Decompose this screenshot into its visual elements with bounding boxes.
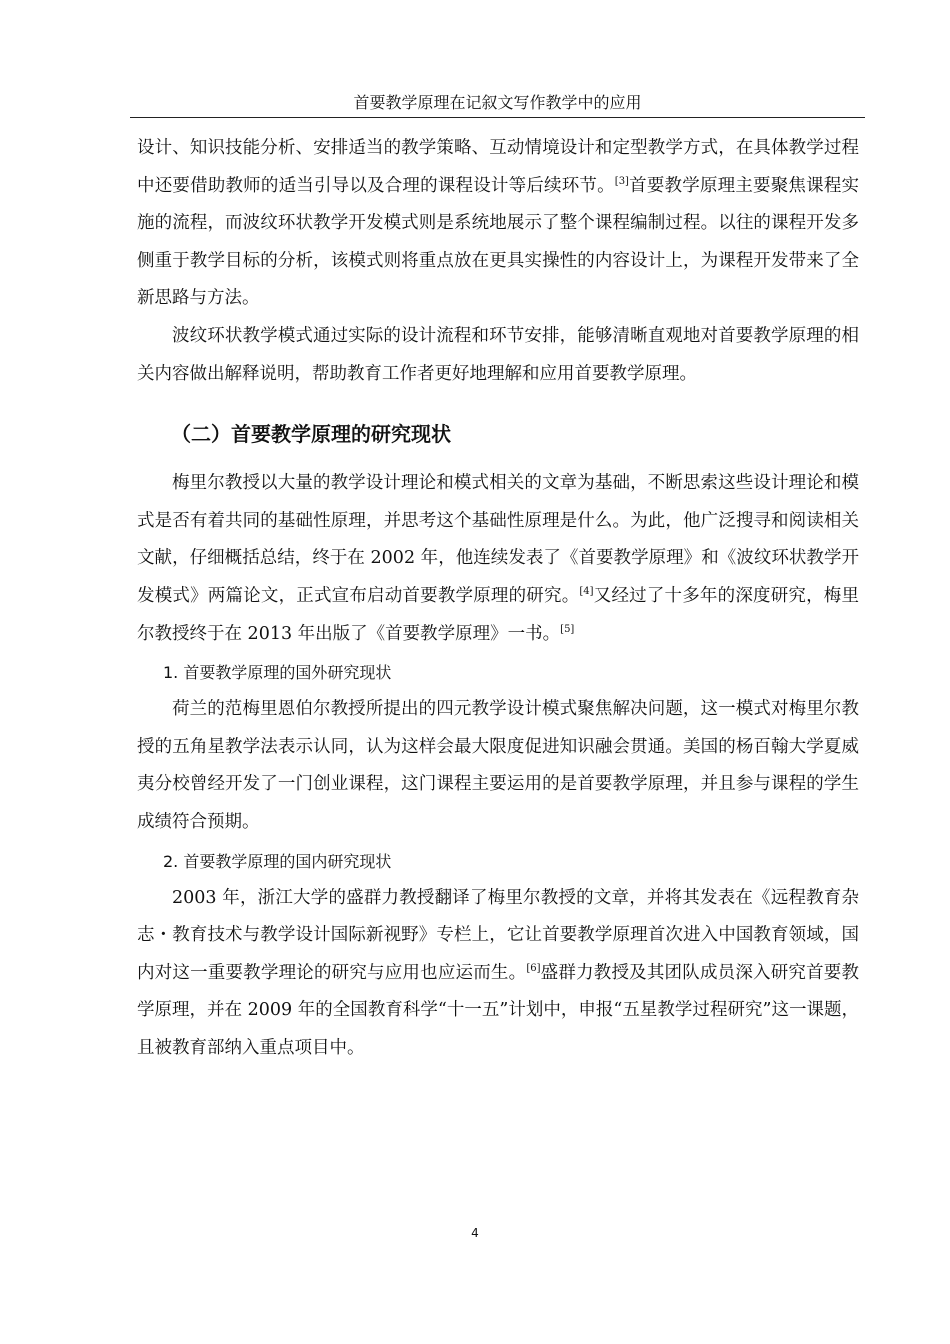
citation-4: [4]	[579, 586, 594, 598]
page-body	[137, 130, 859, 1067]
paragraph-5-text-b: 盛群力教授及其团队成员深入研究首要教学原理，并在 2009 年的全国教育科学“十一五”计划中，申报“五星教学过程研究”这一课题，且被教育部纳入重点项目中。	[137, 962, 860, 1058]
paragraph-2: 波纹环状教学模式通过实际的设计流程和环节安排，能够清晰直观地对首要教学原理的相关内容做出解释说明，帮助教育工作者更好地理解和应用首要教学原理。	[137, 325, 859, 384]
paragraph-4: 荷兰的范梅里恩伯尔教授所提出的四元教学设计模式聚焦解决问题，这一模式对梅里尔教授的五角星教学法表示认同，认为这样会最大限度促进知识融会贯通。美国的杨百翰大学夏威夷分校曾经开发了一门创业课程，这门课程主要运用的是首要教学原理，并且参与课程的学生成绩符合预期。	[137, 699, 859, 832]
paragraph-3-text-a: 梅里尔教授以大量的教学设计理论和模式相关的文章为基础，不断思索这些设计理论和模式是否有着共同的基础性原理，并思考这个基础性原理是什么。为此，他广泛搜寻和阅读相关文献，仔细概括总结，终于在 2002 年，他连续发表了《首要教学原理》和《波纹环状教学开发模式》两篇论文，正式宣布启动首要教学原理的研究。	[137, 473, 859, 606]
subsection-heading-2: 2. 首要教学原理的国内研究现状	[163, 851, 392, 871]
paragraph-1-text-a: 设计、知识技能分析、安排适当的教学策略、互动情境设计和定型教学方式，在具体教学过程中还要借助教师的适当引导以及合理的课程设计等后续环节。	[137, 138, 859, 196]
section-heading: （二）首要教学原理的研究现状	[171, 422, 451, 447]
paragraph-1	[137, 130, 859, 318]
paragraph-3	[137, 465, 859, 653]
paragraph-5	[137, 880, 859, 1068]
citation-5: [5]	[560, 623, 575, 635]
paragraph-1-text-b: 首要教学原理主要聚焦课程实施的流程，而波纹环状教学开发模式则是系统地展示了整个课程编制过程。以往的课程开发多侧重于教学目标的分析，该模式则将重点放在更具实操性的内容设计上，为课程开发带来了全新思路与方法。	[137, 175, 860, 309]
subsection-heading-1: 1. 首要教学原理的国外研究现状	[163, 663, 392, 683]
paragraph-5-text-a: 2003 年，浙江大学的盛群力教授翻译了梅里尔教授的文章，并将其发表在《远程教育杂志・教育技术与教学设计国际新视野》专栏上，它让首要教学原理首次进入中国教育领域，国内对这一重要教学理论的研究与应用也应运而生。	[137, 887, 859, 983]
page-number: 4	[471, 1226, 479, 1240]
citation-6: [6]	[526, 962, 541, 974]
running-header-title: 首要教学原理在记叙文写作教学中的应用	[353, 93, 642, 112]
citation-3: [3]	[614, 175, 629, 187]
running-header	[130, 91, 865, 118]
paragraph-3-text-b: 又经过了十多年的深度研究，梅里尔教授终于在 2013 年出版了《首要教学原理》一书。	[137, 585, 859, 644]
